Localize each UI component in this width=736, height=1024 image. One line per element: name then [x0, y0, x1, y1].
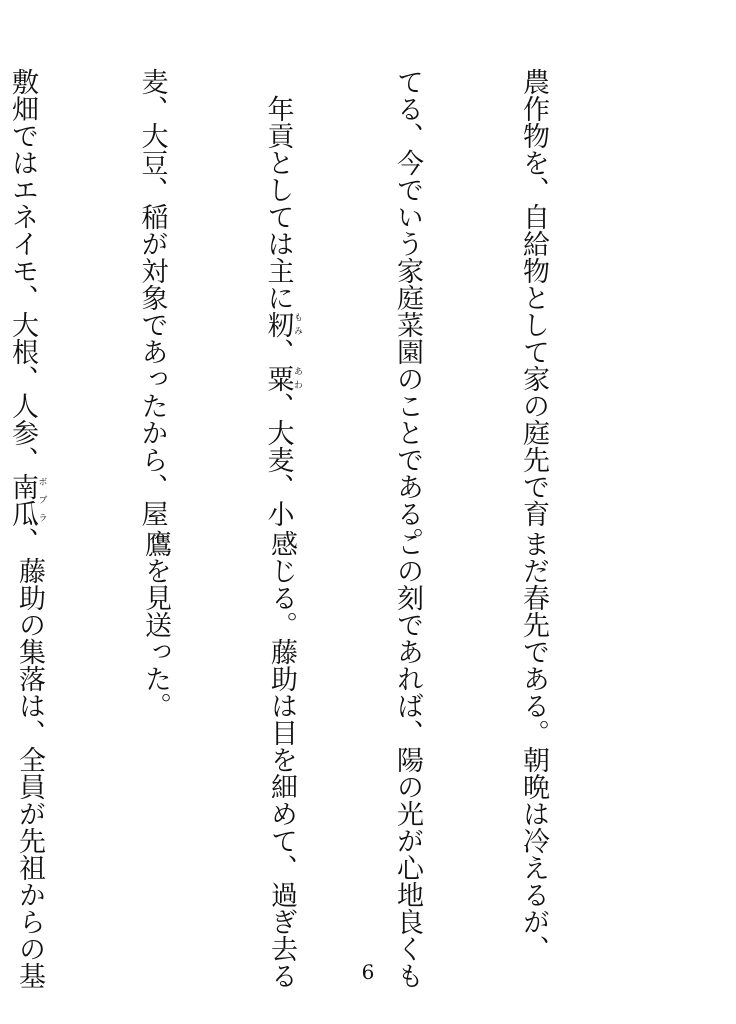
- ruby-text: 籾もみ: [262, 311, 302, 338]
- text-line: 麦、大豆、稲が対象であったから、屋: [136, 68, 168, 527]
- text-line: 鷹を見送った。: [140, 530, 171, 719]
- text-line: 感じる。藤助は目を細めて、過ぎ去る: [266, 530, 297, 989]
- text-block-upper: [7, 68, 638, 554]
- text-line: てる、今でいう家庭菜園のことである。: [392, 68, 423, 554]
- ruby-text: 南瓜ボブラ: [7, 473, 47, 527]
- text-line: 年貢としては主に籾もみ、粟あわ、大麦、小: [262, 95, 302, 527]
- ruby-text: 粟あわ: [262, 365, 302, 392]
- text-line: 藤助の集落は、全員が先祖からの基: [14, 557, 45, 989]
- text-line: まだ春先である。朝晩は冷えるが、: [518, 530, 549, 962]
- page-number: 6: [361, 960, 375, 984]
- text-block-lower: [14, 530, 638, 989]
- text-line: 敷畑ではエネイモ、大根、人参、南瓜ボブラ、: [7, 68, 47, 554]
- text-line: この刻であれば、陽の光が心地良くも: [392, 530, 423, 989]
- text-line: 農作物を、自給物として家の庭先で育: [518, 68, 549, 527]
